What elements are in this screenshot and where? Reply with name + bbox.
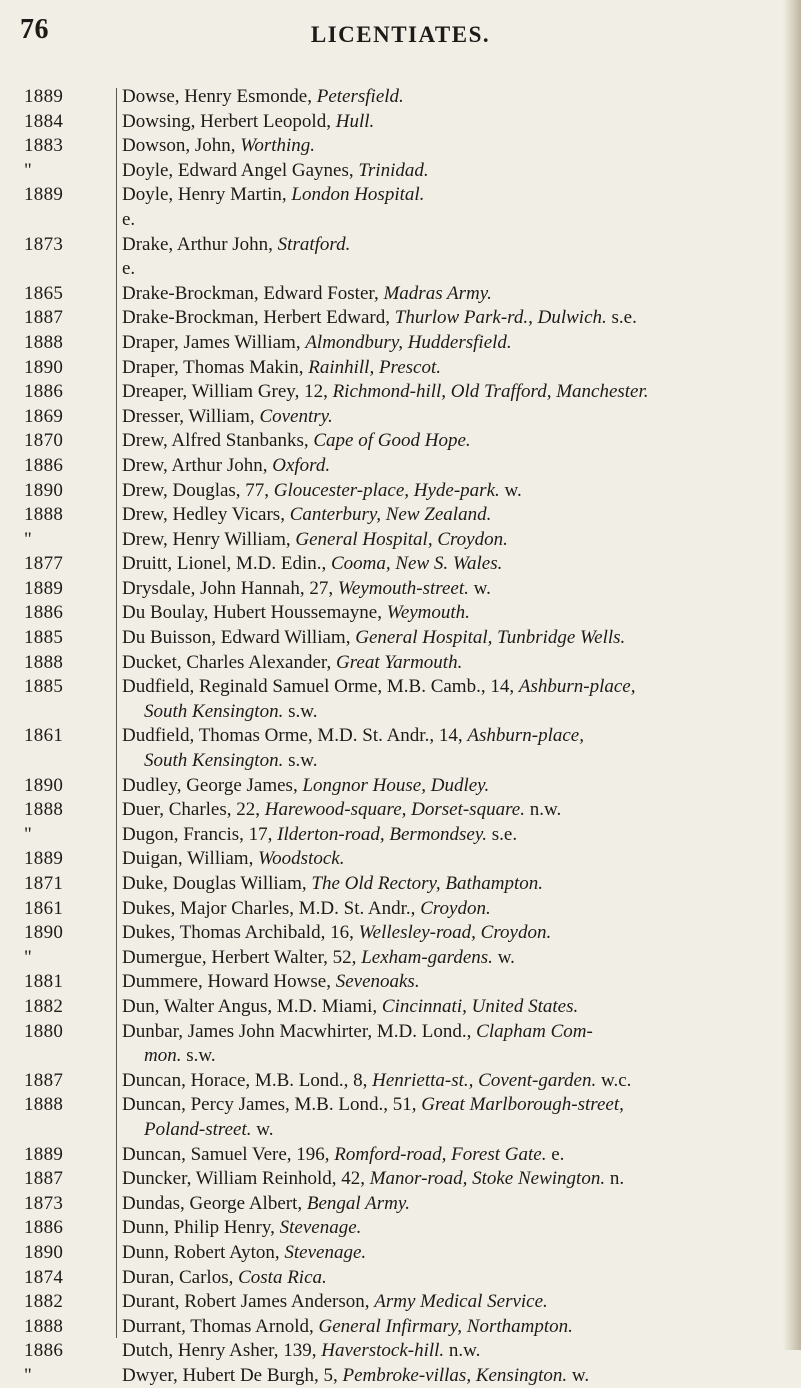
entry-year: 1886 (24, 1340, 64, 1362)
entry-line: Dreaper, William Grey, 12, Richmond-hill, Old Trafford, Manchester. (122, 381, 649, 403)
entry-text (0, 1167, 792, 1192)
entry-text (0, 847, 792, 872)
entry-year: 1881 (24, 971, 64, 993)
entry-text (0, 675, 792, 724)
entry-text (0, 970, 792, 995)
entry-text (0, 626, 792, 651)
entry-year: " (24, 946, 33, 968)
entry-continuation-line: Poland-street. w. (144, 1118, 274, 1140)
entry-line: Dwyer, Hubert De Burgh, 5, Pembroke-villas, Kensington. w. (122, 1364, 590, 1386)
entry-row (0, 1290, 801, 1315)
entry-row (0, 847, 801, 872)
entry-text (0, 724, 792, 773)
entry-text (0, 1339, 792, 1364)
entry-row (0, 774, 801, 799)
page-number: 76 (20, 14, 49, 45)
entry-continuation-line: South Kensington. s.w. (144, 700, 318, 722)
entry-line: Drew, Douglas, 77, Gloucester-place, Hyde-park. w. (122, 479, 522, 501)
entry-row (0, 601, 801, 626)
entry-row (0, 479, 801, 504)
entry-line: Dunbar, James John Macwhirter, M.D. Lond., Clapham Com- (122, 1020, 593, 1042)
entry-row (0, 1167, 801, 1192)
entry-line: Dunn, Robert Ayton, Stevenage. (122, 1241, 367, 1263)
entry-row (0, 651, 801, 676)
entry-line: Draper, James William, Almondbury, Huddersfield. (122, 331, 512, 353)
entry-line: Doyle, Edward Angel Gaynes, Trinidad. (122, 159, 429, 181)
entry-year: 1886 (24, 454, 64, 476)
entry-line: Duncan, Horace, M.B. Lond., 8, Henrietta-st., Covent-garden. w.c. (122, 1069, 632, 1091)
entry-text (0, 946, 792, 971)
entry-year: " (24, 159, 33, 181)
entry-row (0, 995, 801, 1020)
entry-year: 1886 (24, 602, 64, 624)
entry-line: Du Boulay, Hubert Houssemayne, Weymouth. (122, 602, 470, 624)
entry-line: Dowse, Henry Esmonde, Petersfield. (122, 86, 404, 107)
entry-text (0, 1192, 792, 1217)
entry-year: 1873 (24, 1192, 64, 1214)
entry-line: Drake-Brockman, Edward Foster, Madras Army. (122, 282, 492, 304)
entry-year: 1861 (24, 725, 64, 747)
entry-text (0, 1216, 792, 1241)
entry-year: 1885 (24, 627, 64, 649)
entry-row (0, 1020, 801, 1069)
entry-year: 1890 (24, 1241, 64, 1263)
entry-year: 1886 (24, 381, 64, 403)
entry-year: 1861 (24, 897, 64, 919)
entry-text (0, 85, 792, 110)
entry-text (0, 454, 792, 479)
entry-row (0, 970, 801, 995)
entry-line: Dudley, George James, Longnor House, Dudley. (122, 774, 490, 796)
entry-year: 1884 (24, 110, 64, 132)
entry-line: Drake, Arthur John, Stratford. e. (122, 233, 351, 280)
entry-row (0, 1266, 801, 1291)
entry-line: Duncker, William Reinhold, 42, Manor-road, Stoke Newington. n. (122, 1168, 625, 1190)
entry-year: " (24, 823, 33, 845)
entry-line: Druitt, Lionel, M.D. Edin., Cooma, New S. Wales. (122, 553, 503, 575)
entry-year: 1889 (24, 86, 64, 107)
entry-year: 1877 (24, 553, 64, 575)
entry-line: Duer, Charles, 22, Harewood-square, Dorset-square. n.w. (122, 799, 562, 821)
entry-year: 1865 (24, 282, 64, 304)
entry-text (0, 577, 792, 602)
entry-row (0, 110, 801, 135)
entry-row (0, 454, 801, 479)
entry-text (0, 921, 792, 946)
entry-text (0, 872, 792, 897)
entry-line: Drake-Brockman, Herbert Edward, Thurlow Park-rd., Dulwich. s.e. (122, 307, 637, 329)
entry-year: 1889 (24, 577, 64, 599)
entry-year: 1888 (24, 1094, 64, 1116)
entry-text (0, 601, 792, 626)
entry-line: Drew, Hedley Vicars, Canterbury, New Zealand. (122, 504, 492, 526)
entry-year: 1874 (24, 1266, 64, 1288)
entry-line: Dresser, William, Coventry. (122, 405, 333, 427)
entry-year: 1888 (24, 651, 64, 673)
entry-row (0, 626, 801, 651)
entry-text (0, 552, 792, 577)
entry-row (0, 405, 801, 430)
entry-text (0, 798, 792, 823)
entry-year: 1890 (24, 479, 64, 501)
entry-text (0, 995, 792, 1020)
entry-line: Drew, Arthur John, Oxford. (122, 454, 331, 476)
entry-line: Durrant, Thomas Arnold, General Infirmary, Northampton. (122, 1315, 573, 1337)
entry-year: 1887 (24, 307, 64, 329)
entry-text (0, 233, 792, 282)
page-header: LICENTIATES. (310, 22, 491, 47)
entry-row (0, 528, 801, 553)
entry-text (0, 356, 792, 381)
entry-text (0, 897, 792, 922)
entry-row (0, 134, 801, 159)
entry-year: 1873 (24, 233, 64, 255)
entry-row (0, 1192, 801, 1217)
entry-line: Drysdale, John Hannah, 27, Weymouth-street. w. (122, 577, 491, 599)
entry-text (0, 1315, 792, 1340)
entry-year: 1889 (24, 848, 64, 870)
entry-text (0, 479, 792, 504)
entry-year: 1889 (24, 184, 64, 206)
entry-row (0, 724, 801, 773)
entry-row (0, 798, 801, 823)
entry-text (0, 1020, 792, 1069)
licentiate-list (0, 85, 801, 1388)
entry-year: 1869 (24, 405, 64, 427)
entry-row (0, 331, 801, 356)
entry-line: Dukes, Major Charles, M.D. St. Andr., Croydon. (122, 897, 491, 919)
entry-year: 1888 (24, 1315, 64, 1337)
entry-text (0, 429, 792, 454)
entry-text (0, 1093, 792, 1142)
entry-text (0, 1241, 792, 1266)
entry-line: Duncan, Percy James, M.B. Lond., 51, Great Marlborough-street, (122, 1094, 624, 1116)
entry-row (0, 823, 801, 848)
entry-text (0, 306, 792, 331)
entry-year: 1890 (24, 922, 64, 944)
entry-text (0, 1069, 792, 1094)
entry-text (0, 1143, 792, 1168)
entry-text (0, 651, 792, 676)
entry-line: Dunn, Philip Henry, Stevenage. (122, 1217, 362, 1239)
entry-line: Durant, Robert James Anderson, Army Medical Service. (122, 1291, 548, 1313)
entry-line: Dukes, Thomas Archibald, 16, Wellesley-road, Croydon. (122, 922, 552, 944)
entry-row (0, 1364, 801, 1388)
entry-year: 1887 (24, 1168, 64, 1190)
entry-text (0, 110, 792, 135)
entry-year: 1886 (24, 1217, 64, 1239)
entry-line: Dumergue, Herbert Walter, 52, Lexham-gardens. w. (122, 946, 515, 968)
entry-year: 1871 (24, 873, 64, 894)
entry-text (0, 405, 792, 430)
entry-row (0, 380, 801, 405)
entry-row (0, 872, 801, 897)
entry-row (0, 1143, 801, 1168)
entry-row (0, 183, 801, 232)
entry-row (0, 1216, 801, 1241)
entry-text (0, 282, 792, 307)
entry-row (0, 1339, 801, 1364)
entry-text (0, 380, 792, 405)
entry-year: 1888 (24, 504, 64, 526)
entry-line: Duncan, Samuel Vere, 196, Romford-road, Forest Gate. e. (122, 1143, 565, 1165)
entry-text (0, 1364, 792, 1388)
entry-row (0, 233, 801, 282)
entry-row (0, 577, 801, 602)
entry-year: 1890 (24, 356, 64, 378)
entry-year: 1882 (24, 995, 64, 1017)
entry-year: 1888 (24, 799, 64, 821)
entry-year: 1887 (24, 1069, 64, 1091)
entry-row (0, 503, 801, 528)
entry-line: Dutch, Henry Asher, 139, Haverstock-hill. n.w. (122, 1340, 481, 1362)
entry-line: Duke, Douglas William, The Old Rectory, Bathampton. (122, 873, 544, 894)
entry-line: Du Buisson, Edward William, General Hospital, Tunbridge Wells. (122, 627, 626, 649)
entry-text (0, 503, 792, 528)
entry-line: Duigan, William, Woodstock. (122, 848, 345, 870)
entry-row (0, 1241, 801, 1266)
entry-year: 1870 (24, 430, 64, 452)
entry-text (0, 774, 792, 799)
entry-row (0, 552, 801, 577)
entry-year: 1880 (24, 1020, 64, 1042)
entry-line: Dugon, Francis, 17, Ilderton-road, Bermondsey. s.e. (122, 823, 518, 845)
entry-year: " (24, 1364, 33, 1386)
entry-text (0, 331, 792, 356)
entry-year: 1888 (24, 331, 64, 353)
entry-year: 1885 (24, 676, 64, 698)
entry-row (0, 1315, 801, 1340)
entry-line: Dudfield, Thomas Orme, M.D. St. Andr., 14, Ashburn-place, (122, 725, 584, 747)
entry-continuation-line: South Kensington. s.w. (144, 750, 318, 772)
entry-line: Duran, Carlos, Costa Rica. (122, 1266, 327, 1288)
entry-line: Dundas, George Albert, Bengal Army. (122, 1192, 410, 1214)
entry-line: Dummere, Howard Howse, Sevenoaks. (122, 971, 420, 993)
entry-row (0, 921, 801, 946)
entry-row (0, 1069, 801, 1094)
entry-row (0, 1093, 801, 1142)
entry-line: Draper, Thomas Makin, Rainhill, Prescot. (122, 356, 442, 378)
entry-row (0, 429, 801, 454)
entry-text (0, 823, 792, 848)
entry-row (0, 897, 801, 922)
entry-row (0, 946, 801, 971)
entry-row (0, 356, 801, 381)
entry-text (0, 528, 792, 553)
entry-line: Dudfield, Reginald Samuel Orme, M.B. Camb., 14, Ashburn-place, (122, 676, 636, 698)
entry-text (0, 1266, 792, 1291)
entry-line: Dowsing, Herbert Leopold, Hull. (122, 110, 375, 132)
entry-year: 1890 (24, 774, 64, 796)
entry-text (0, 134, 792, 159)
entry-text (0, 1290, 792, 1315)
entry-text (0, 183, 792, 232)
entry-line: Drew, Henry William, General Hospital, Croydon. (122, 528, 508, 550)
entry-year: " (24, 528, 33, 550)
entry-row (0, 282, 801, 307)
entry-row (0, 159, 801, 184)
entry-line: Ducket, Charles Alexander, Great Yarmouth. (122, 651, 463, 673)
entry-row (0, 675, 801, 724)
entry-line: Drew, Alfred Stanbanks, Cape of Good Hope. (122, 430, 471, 452)
entry-line: Dowson, John, Worthing. (122, 135, 316, 157)
entry-row (0, 85, 801, 110)
entry-line: Dun, Walter Angus, M.D. Miami, Cincinnati, United States. (122, 995, 579, 1017)
entry-year: 1882 (24, 1291, 64, 1313)
entry-year: 1883 (24, 135, 64, 157)
entry-line: Doyle, Henry Martin, London Hospital. e. (122, 184, 425, 230)
entry-row (0, 306, 801, 331)
entry-text (0, 159, 792, 184)
entry-continuation-line: mon. s.w. (144, 1045, 216, 1067)
entry-year: 1889 (24, 1143, 64, 1165)
